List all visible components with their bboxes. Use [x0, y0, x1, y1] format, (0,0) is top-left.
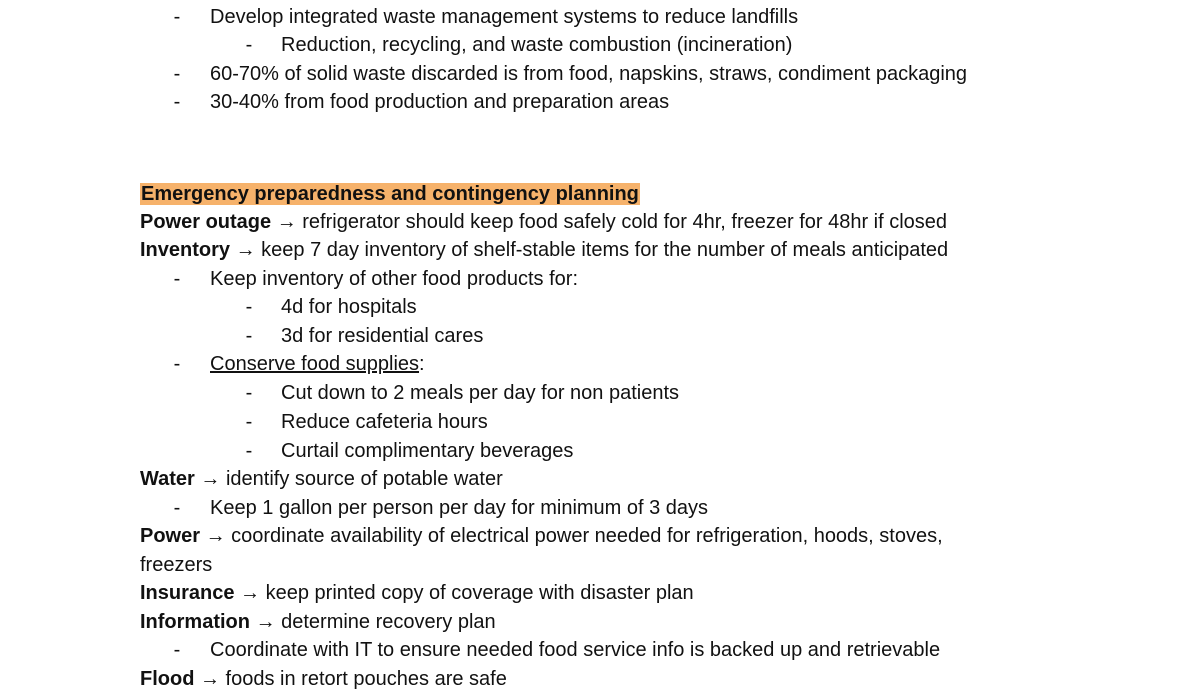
bullet-dash: - — [245, 296, 253, 318]
list-item-text: 4d for hospitals — [281, 296, 417, 318]
arrow-icon: → — [200, 468, 221, 490]
section-heading: Emergency preparedness and contingency planning — [141, 183, 639, 205]
bullet-dash: - — [245, 34, 253, 56]
term-label: Flood — [140, 668, 195, 690]
term-label: Power — [140, 525, 201, 547]
term-text: foods in retort pouches are safe — [220, 668, 507, 690]
bullet-dash: - — [245, 440, 253, 462]
list-item-text: Cut down to 2 meals per day for non patients — [281, 382, 680, 404]
bullet-dash: - — [173, 91, 181, 113]
list-item-text: Keep 1 gallon per person per day for minimum of 3 days — [210, 497, 709, 519]
paragraph-water — [140, 465, 503, 493]
bullet-dash: - — [173, 497, 181, 519]
list-item-text: Coordinate with IT to ensure needed food service info is backed up and retrievable — [210, 639, 941, 661]
term-label: Insurance — [140, 582, 235, 604]
bullet-dash: - — [173, 353, 181, 375]
arrow-icon: → — [205, 525, 226, 547]
arrow-icon: → — [200, 668, 220, 690]
list-item-text: 3d for residential cares — [281, 325, 484, 347]
term-text: keep printed copy of coverage with disaster plan — [260, 582, 694, 604]
term-label: Water — [140, 468, 195, 490]
paragraph-insurance — [140, 579, 694, 607]
list-item-text: Reduce cafeteria hours — [281, 411, 488, 433]
bullet-dash: - — [173, 6, 181, 28]
bullet-dash: - — [173, 268, 181, 290]
paragraph-power-outage — [140, 208, 947, 236]
term-text: refrigerator should keep food safely cold for 4hr, freezer for 48hr if closed — [296, 211, 948, 233]
paragraph-information — [140, 608, 496, 636]
paragraph-flood — [140, 665, 507, 693]
colon: : — [419, 353, 425, 375]
paragraph-power — [140, 522, 943, 550]
term-text: keep 7 day inventory of shelf-stable items for the number of meals anticipated — [255, 239, 949, 261]
list-item-text — [210, 350, 425, 378]
term-label: Information — [140, 611, 250, 633]
list-item-text: Keep inventory of other food products for: — [210, 268, 578, 290]
term-text: identify source of potable water — [220, 468, 503, 490]
bullet-dash: - — [245, 411, 253, 433]
list-item-text: Develop integrated waste management systems to reduce landfills — [210, 6, 799, 28]
term-text-wrap: freezers — [140, 554, 213, 576]
list-item-text: Reduction, recycling, and waste combustion (incineration) — [281, 34, 793, 56]
term-text: coordinate availability of electrical power needed for refrigeration, hoods, stoves, — [225, 525, 943, 547]
term-label: Power outage — [140, 211, 272, 233]
list-item-text: 30-40% from food production and preparation areas — [210, 91, 670, 113]
arrow-icon: → — [240, 582, 261, 604]
list-item-text: 60-70% of solid waste discarded is from food, napskins, straws, condiment packaging — [210, 63, 968, 85]
bullet-dash: - — [245, 325, 253, 347]
underlined-text: Conserve food supplies — [210, 353, 420, 375]
bullet-dash: - — [173, 639, 181, 661]
arrow-icon: → — [235, 239, 256, 261]
arrow-icon: → — [276, 211, 297, 233]
paragraph-power-wrap — [140, 551, 212, 579]
paragraph-inventory — [140, 236, 948, 264]
term-label: Inventory — [140, 239, 231, 261]
term-text: determine recovery plan — [275, 611, 496, 633]
list-item-text: Curtail complimentary beverages — [281, 440, 574, 462]
bullet-dash: - — [245, 382, 253, 404]
section-heading-line — [140, 180, 640, 208]
arrow-icon: → — [255, 611, 276, 633]
bullet-dash: - — [173, 63, 181, 85]
